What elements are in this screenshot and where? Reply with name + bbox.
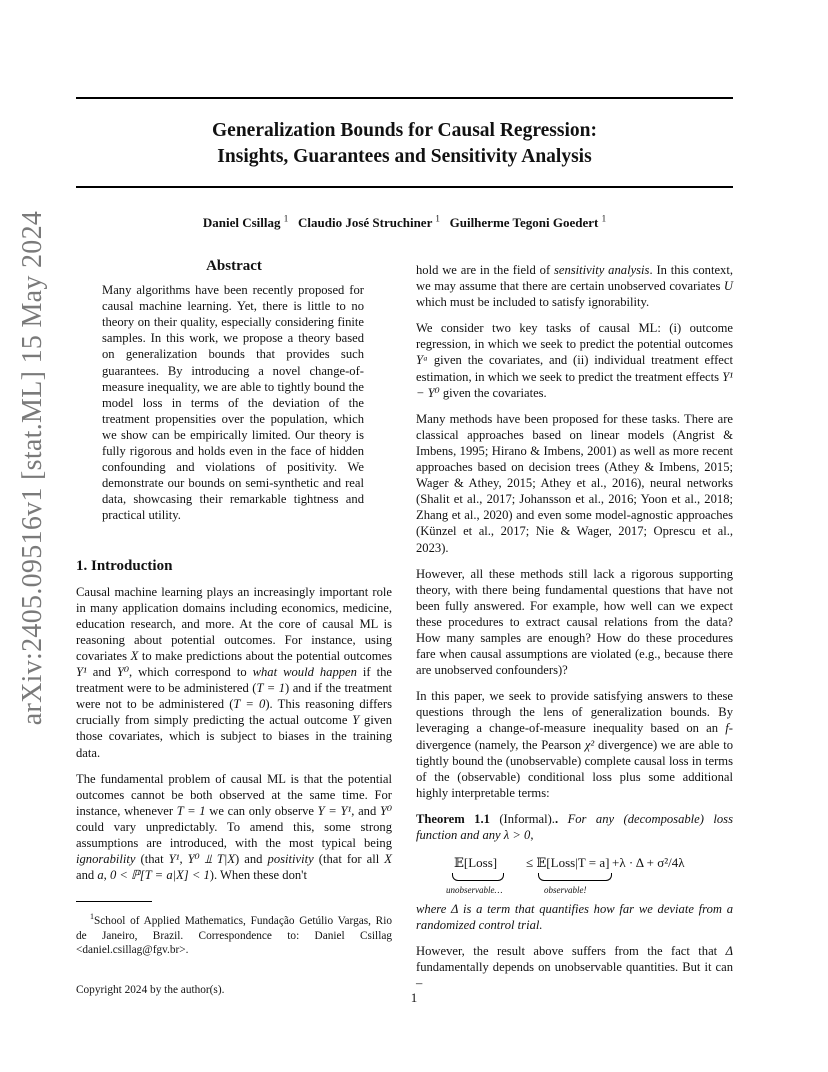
formula-lhs: 𝔼[Loss] — [454, 855, 498, 871]
paragraph: In this paper, we seek to provide satisfying answers to these questions through the lens of generalization bounds. By leveraging a change-of-measure inequality based on an f-divergence (namely, the Pearson χ² divergence) we are able to tightly bound the (unobservable) complete causal loss in terms of the (observable) conditional loss plus some additional highly interpretable terms: — [416, 689, 733, 800]
title-line-2: Insights, Guarantees and Sensitivity Analysis — [217, 146, 592, 167]
formula-rhs: +λ · Δ + σ²/4λ — [612, 855, 685, 871]
top-rule — [76, 97, 733, 99]
arxiv-sidebar — [10, 210, 56, 726]
paper-title — [76, 118, 733, 170]
title-line-1: Generalization Bounds for Causal Regression: — [212, 120, 597, 141]
paragraph: However, the result above suffers from the fact that Δ fundamentally depends on unobservable quantities. But it can – — [416, 944, 733, 991]
formula-lhs-note: unobservable… — [446, 885, 503, 896]
author: Guilherme Tegoni Goedert $^1$ — [449, 214, 607, 231]
left-column — [76, 258, 392, 998]
page-number: 1 — [410, 990, 418, 1005]
abstract-heading: Abstract — [206, 258, 262, 274]
theorem-formula — [416, 851, 733, 895]
author: Claudio José Struchiner $^1$ — [298, 214, 440, 231]
footnote-rule — [76, 901, 152, 902]
arxiv-identifier: arXiv:2405.09516v1 [stat.ML] 15 May 2024 — [17, 210, 48, 726]
intro-paragraph-2: The fundamental problem of causal ML is that the potential outcomes cannot be both observed at the same time. For instance, whenever T = 1 we can only observe Y = Y¹, and Y⁰ could vary unpredictably. To amend this, some strong assumptions are introduced, with the most typical being ignorability (that Y¹, Y⁰ ⫫ T|X) and positivity (that for all X and a, 0 < ℙ[T = a|X] < 1). When these don't — [76, 771, 392, 883]
author: Daniel Csillag $^1$ — [202, 214, 289, 231]
theorem-where: where Δ is a term that quantifies how far we deviate from a randomized control trial. — [416, 902, 733, 933]
intro-paragraph-1: Causal machine learning plays an increasingly important role in many application domains including economics, medicine, education research, and more. At the core of causal ML is reasoning about potential outcomes. For instance, using covariates X to make predictions about the potential outcomes Y¹ and Y⁰, which correspond to what would happen if the treatment were to be administered (T = 1) and if the treatment were not to be administered (T = 0). This reasoning differs crucially from simply predicting the actual outcome Y given those covariates, which is subject to biases in the training data. — [76, 584, 393, 760]
paragraph: We consider two key tasks of causal ML: (i) outcome regression, in which we seek to predict the potential outcomes Yᵃ given the covariates, and (ii) individual treatment effect estimation, in which we seek to predict the treatment effects Y¹ − Y⁰ given the covariates. — [416, 321, 733, 400]
author-list — [76, 214, 733, 231]
section-heading: 1. Introduction — [76, 557, 173, 574]
paragraph: However, all these methods still lack a rigorous supporting theory, with there being fundamental questions that have not been fully answered. For example, how well can we expect these procedures to extract causal relations from the data? How many samples are enough? How do these procedures fare when causal assumptions are violated (e.g., because there are unobserved confounders)? — [416, 566, 733, 678]
theorem-statement: Theorem 1.1 (Informal).. For any (decomposable) loss function and any λ > 0, — [416, 811, 733, 842]
footnote: $^1$School of Applied Mathematics, Fundação Getúlio Vargas, Rio de Janeiro, Brazil. Correspondence to: Daniel Csillag <daniel.csillag@fgv.br>. — [76, 912, 392, 957]
underbrace — [538, 873, 612, 881]
underbrace — [452, 873, 504, 881]
paragraph: Many methods have been proposed for these tasks. There are classical approaches based on linear models (Angrist & Imbens, 1995; Hirano & Imbens, 2001) as well as more recent approaches based on decision trees (Athey & Imbens, 2015; Wager & Athey, 2015; Athey et al., 2016), neural networks (Shalit et al., 2017; Johansson et al., 2016; Yoon et al., 2018; Zhang et al., 2020) and even some model-agnostic approaches (Künzel et al., 2017; Nie & Wager, 2017; Oprescu et al., 2023). — [416, 411, 733, 555]
right-column — [416, 262, 733, 1002]
formula-mid: ≤ 𝔼[Loss|T = a] — [526, 855, 610, 871]
copyright: Copyright 2024 by the author(s). — [76, 983, 225, 996]
paragraph: hold we are in the field of sensitivity analysis. In this context, we may assume that there are certain unobserved covariates U which must be included to satisfy ignorability. — [416, 263, 733, 310]
abstract-text: Many algorithms have been recently proposed for causal machine learning. Yet, there is little to no theory on their quality, especially considering finite samples. In this work, we propose a theory based on generalization bounds that provides such guarantees. By introducing a novel change-of-measure inequality, we are able to tightly bound the model loss in terms of the deviation of the treatment propensities over the population, which we show can be empirically limited. Our theory is fully rigorous and holds even in the face of hidden confounding and violations of positivity. We demonstrate our bounds on semi-synthetic and real data, showcasing their remarkable tightness and practical utility. — [102, 283, 364, 523]
formula-mid-note: observable! — [544, 885, 587, 896]
title-bottom-rule — [76, 186, 733, 188]
